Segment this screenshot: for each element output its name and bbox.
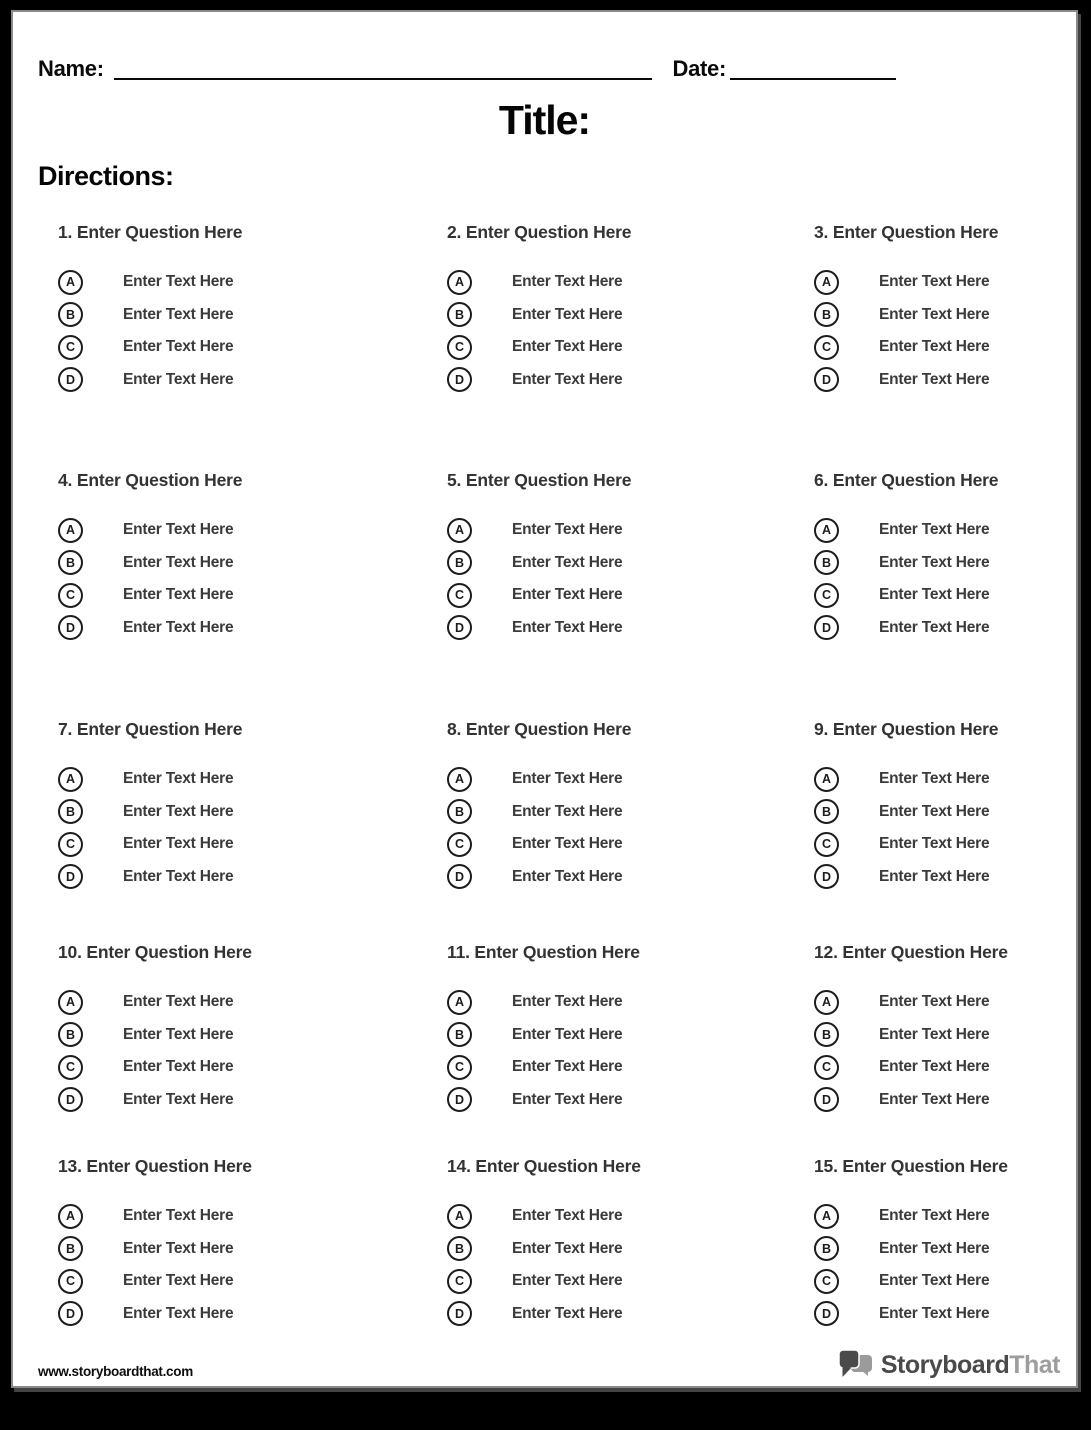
question-block-9 xyxy=(814,719,1066,942)
option-bubble-c[interactable]: C xyxy=(447,832,472,857)
question-title[interactable]: 7. Enter Question Here xyxy=(58,719,243,739)
option-bubble-b[interactable]: B xyxy=(447,799,472,824)
option-bubble-c[interactable]: C xyxy=(814,1055,839,1080)
option-bubble-b[interactable]: B xyxy=(814,1022,839,1047)
answer-option xyxy=(814,299,1066,332)
question-block-6 xyxy=(814,470,1066,719)
answer-option xyxy=(447,1298,814,1331)
option-bubble-b[interactable]: B xyxy=(814,799,839,824)
question-block-7 xyxy=(58,719,447,942)
answer-option xyxy=(814,1019,1066,1052)
answer-option xyxy=(58,861,447,894)
option-text[interactable]: Enter Text Here xyxy=(512,1090,623,1108)
option-text[interactable]: Enter Text Here xyxy=(512,338,623,356)
options-list xyxy=(58,763,447,893)
option-bubble-d[interactable]: D xyxy=(447,367,472,392)
option-text[interactable]: Enter Text Here xyxy=(512,770,623,788)
answer-option xyxy=(447,1200,814,1233)
option-text[interactable]: Enter Text Here xyxy=(123,1090,234,1108)
options-list xyxy=(58,266,447,396)
name-date-row xyxy=(38,56,896,82)
option-text[interactable]: Enter Text Here xyxy=(879,867,990,885)
answer-option xyxy=(447,796,814,829)
option-text[interactable]: Enter Text Here xyxy=(123,586,234,604)
option-bubble-a[interactable]: A xyxy=(58,767,83,792)
option-text[interactable]: Enter Text Here xyxy=(123,867,234,885)
option-bubble-c[interactable]: C xyxy=(58,1055,83,1080)
option-bubble-a[interactable]: A xyxy=(814,990,839,1015)
option-bubble-c[interactable]: C xyxy=(58,1269,83,1294)
question-title[interactable]: 2. Enter Question Here xyxy=(447,222,632,242)
option-bubble-c[interactable]: C xyxy=(58,583,83,608)
option-text[interactable]: Enter Text Here xyxy=(123,305,234,323)
answer-option xyxy=(814,1200,1066,1233)
question-block-4 xyxy=(58,470,447,719)
answer-option xyxy=(814,1233,1066,1266)
answer-option xyxy=(447,861,814,894)
answer-option xyxy=(447,547,814,580)
question-block-8 xyxy=(447,719,814,942)
option-bubble-b[interactable]: B xyxy=(447,1236,472,1261)
answer-option xyxy=(58,299,447,332)
option-text[interactable]: Enter Text Here xyxy=(879,618,990,636)
option-bubble-d[interactable]: D xyxy=(58,1301,83,1326)
option-text[interactable]: Enter Text Here xyxy=(512,1207,623,1225)
question-title[interactable]: 15. Enter Question Here xyxy=(814,1156,1008,1176)
option-bubble-d[interactable]: D xyxy=(58,615,83,640)
option-text[interactable]: Enter Text Here xyxy=(123,802,234,820)
answer-option xyxy=(814,861,1066,894)
question-block-12 xyxy=(814,942,1066,1156)
answer-option xyxy=(58,547,447,580)
answer-option xyxy=(814,612,1066,645)
option-text[interactable]: Enter Text Here xyxy=(512,618,623,636)
answer-option xyxy=(814,828,1066,861)
options-list xyxy=(814,763,1066,893)
question-title[interactable]: 9. Enter Question Here xyxy=(814,719,999,739)
answer-option xyxy=(447,1051,814,1084)
option-text[interactable]: Enter Text Here xyxy=(123,993,234,1011)
option-bubble-a[interactable]: A xyxy=(447,767,472,792)
option-text[interactable]: Enter Text Here xyxy=(879,1207,990,1225)
option-text[interactable]: Enter Text Here xyxy=(123,521,234,539)
footer-url: www.storyboardthat.com xyxy=(38,1364,193,1379)
answer-option xyxy=(447,1265,814,1298)
answer-option xyxy=(814,1084,1066,1117)
answer-option xyxy=(814,1265,1066,1298)
option-text[interactable]: Enter Text Here xyxy=(879,338,990,356)
option-bubble-b[interactable]: B xyxy=(58,1022,83,1047)
option-text[interactable]: Enter Text Here xyxy=(512,273,623,291)
option-bubble-c[interactable]: C xyxy=(814,583,839,608)
answer-option xyxy=(814,547,1066,580)
directions-label[interactable]: Directions: xyxy=(38,161,174,191)
option-bubble-b[interactable]: B xyxy=(447,550,472,575)
question-title[interactable]: 5. Enter Question Here xyxy=(447,470,632,490)
question-block-2 xyxy=(447,222,814,470)
question-block-13 xyxy=(58,1156,447,1330)
options-list xyxy=(58,514,447,644)
option-text[interactable]: Enter Text Here xyxy=(879,1058,990,1076)
answer-option xyxy=(58,1051,447,1084)
options-list xyxy=(447,514,814,644)
question-block-3 xyxy=(814,222,1066,470)
answer-option xyxy=(814,266,1066,299)
storyboardthat-logo xyxy=(838,1349,1060,1381)
option-bubble-a[interactable]: A xyxy=(814,270,839,295)
answer-option xyxy=(58,828,447,861)
option-bubble-b[interactable]: B xyxy=(814,302,839,327)
option-text[interactable]: Enter Text Here xyxy=(123,273,234,291)
option-text[interactable]: Enter Text Here xyxy=(123,1239,234,1257)
option-bubble-b[interactable]: B xyxy=(58,799,83,824)
option-text[interactable]: Enter Text Here xyxy=(123,1025,234,1043)
option-text[interactable]: Enter Text Here xyxy=(879,1272,990,1290)
question-title[interactable]: 8. Enter Question Here xyxy=(447,719,632,739)
answer-option xyxy=(814,331,1066,364)
option-text[interactable]: Enter Text Here xyxy=(879,993,990,1011)
answer-option xyxy=(58,1265,447,1298)
answer-option xyxy=(814,1051,1066,1084)
answer-option xyxy=(447,1084,814,1117)
question-block-1 xyxy=(58,222,447,470)
option-bubble-a[interactable]: A xyxy=(58,270,83,295)
answer-option xyxy=(58,514,447,547)
options-list xyxy=(814,266,1066,396)
answer-option xyxy=(58,1019,447,1052)
option-text[interactable]: Enter Text Here xyxy=(879,586,990,604)
option-text[interactable]: Enter Text Here xyxy=(879,1025,990,1043)
option-text[interactable]: Enter Text Here xyxy=(512,1239,623,1257)
option-bubble-b[interactable]: B xyxy=(58,302,83,327)
option-text[interactable]: Enter Text Here xyxy=(123,1207,234,1225)
option-bubble-c[interactable]: C xyxy=(447,1055,472,1080)
option-bubble-c[interactable]: C xyxy=(58,832,83,857)
answer-option xyxy=(447,514,814,547)
option-text[interactable]: Enter Text Here xyxy=(512,1025,623,1043)
page-title[interactable]: Title: xyxy=(498,97,591,143)
option-text[interactable]: Enter Text Here xyxy=(879,370,990,388)
option-bubble-d[interactable]: D xyxy=(447,615,472,640)
answer-option xyxy=(814,763,1066,796)
option-bubble-c[interactable]: C xyxy=(814,1269,839,1294)
question-block-11 xyxy=(447,942,814,1156)
option-text[interactable]: Enter Text Here xyxy=(879,835,990,853)
brand-name-secondary: That xyxy=(1009,1350,1060,1379)
option-text[interactable]: Enter Text Here xyxy=(123,770,234,788)
option-text[interactable]: Enter Text Here xyxy=(512,835,623,853)
answer-option xyxy=(447,828,814,861)
option-text[interactable]: Enter Text Here xyxy=(512,867,623,885)
worksheet-page xyxy=(11,10,1078,1388)
option-bubble-b[interactable]: B xyxy=(814,550,839,575)
date-label: Date: xyxy=(672,56,726,81)
options-list xyxy=(58,986,447,1116)
option-bubble-b[interactable]: B xyxy=(447,302,472,327)
options-list xyxy=(447,1200,814,1330)
option-bubble-b[interactable]: B xyxy=(58,550,83,575)
option-bubble-d[interactable]: D xyxy=(447,864,472,889)
option-text[interactable]: Enter Text Here xyxy=(512,1272,623,1290)
question-block-15 xyxy=(814,1156,1066,1330)
question-title[interactable]: 4. Enter Question Here xyxy=(58,470,243,490)
option-bubble-a[interactable]: A xyxy=(814,518,839,543)
option-text[interactable]: Enter Text Here xyxy=(512,993,623,1011)
answer-option xyxy=(814,796,1066,829)
option-bubble-b[interactable]: B xyxy=(814,1236,839,1261)
option-text[interactable]: Enter Text Here xyxy=(879,770,990,788)
option-text[interactable]: Enter Text Here xyxy=(512,802,623,820)
answer-option xyxy=(447,266,814,299)
question-title[interactable]: 6. Enter Question Here xyxy=(814,470,999,490)
answer-option xyxy=(58,612,447,645)
option-text[interactable]: Enter Text Here xyxy=(123,1272,234,1290)
question-block-5 xyxy=(447,470,814,719)
option-bubble-a[interactable]: A xyxy=(447,990,472,1015)
answer-option xyxy=(58,986,447,1019)
option-text[interactable]: Enter Text Here xyxy=(879,305,990,323)
question-block-14 xyxy=(447,1156,814,1330)
options-list xyxy=(814,1200,1066,1330)
option-text[interactable]: Enter Text Here xyxy=(879,1090,990,1108)
question-block-10 xyxy=(58,942,447,1156)
option-bubble-c[interactable]: C xyxy=(814,832,839,857)
option-text[interactable]: Enter Text Here xyxy=(512,1304,623,1322)
option-bubble-d[interactable]: D xyxy=(814,1087,839,1112)
option-bubble-d[interactable]: D xyxy=(814,864,839,889)
answer-option xyxy=(814,986,1066,1019)
option-text[interactable]: Enter Text Here xyxy=(123,618,234,636)
option-bubble-a[interactable]: A xyxy=(58,1204,83,1229)
option-bubble-b[interactable]: B xyxy=(447,1022,472,1047)
answer-option xyxy=(814,1298,1066,1331)
answer-option xyxy=(58,763,447,796)
answer-option xyxy=(58,579,447,612)
option-bubble-c[interactable]: C xyxy=(447,583,472,608)
answer-option xyxy=(814,364,1066,397)
answer-option xyxy=(447,763,814,796)
option-text[interactable]: Enter Text Here xyxy=(123,338,234,356)
option-bubble-b[interactable]: B xyxy=(58,1236,83,1261)
option-bubble-a[interactable]: A xyxy=(58,518,83,543)
option-bubble-c[interactable]: C xyxy=(447,335,472,360)
answer-option xyxy=(58,266,447,299)
option-bubble-d[interactable]: D xyxy=(814,1301,839,1326)
answer-option xyxy=(447,299,814,332)
option-text[interactable]: Enter Text Here xyxy=(512,1058,623,1076)
option-text[interactable]: Enter Text Here xyxy=(512,553,623,571)
answer-option xyxy=(58,1298,447,1331)
option-bubble-d[interactable]: D xyxy=(447,1301,472,1326)
option-bubble-a[interactable]: A xyxy=(447,518,472,543)
option-text[interactable]: Enter Text Here xyxy=(123,370,234,388)
name-label: Name: xyxy=(38,56,104,81)
option-bubble-a[interactable]: A xyxy=(814,1204,839,1229)
answer-option xyxy=(58,331,447,364)
answer-option xyxy=(447,364,814,397)
option-text[interactable]: Enter Text Here xyxy=(512,370,623,388)
option-text[interactable]: Enter Text Here xyxy=(879,802,990,820)
question-title[interactable]: 10. Enter Question Here xyxy=(58,942,252,962)
option-text[interactable]: Enter Text Here xyxy=(879,553,990,571)
options-list xyxy=(447,986,814,1116)
option-bubble-d[interactable]: D xyxy=(58,367,83,392)
option-bubble-c[interactable]: C xyxy=(58,335,83,360)
answer-option xyxy=(58,1084,447,1117)
answer-option xyxy=(58,364,447,397)
question-title[interactable]: 11. Enter Question Here xyxy=(447,942,640,962)
answer-option xyxy=(58,1233,447,1266)
option-text[interactable]: Enter Text Here xyxy=(123,835,234,853)
option-text[interactable]: Enter Text Here xyxy=(123,1058,234,1076)
question-title[interactable]: 3. Enter Question Here xyxy=(814,222,999,242)
option-bubble-c[interactable]: C xyxy=(814,335,839,360)
date-input-line[interactable] xyxy=(730,56,896,80)
question-title[interactable]: 1. Enter Question Here xyxy=(58,222,243,242)
option-bubble-d[interactable]: D xyxy=(447,1087,472,1112)
question-title[interactable]: 12. Enter Question Here xyxy=(814,942,1008,962)
answer-option xyxy=(447,331,814,364)
name-input-line[interactable] xyxy=(114,56,653,80)
answer-option xyxy=(447,1233,814,1266)
option-bubble-a[interactable]: A xyxy=(814,767,839,792)
answer-option xyxy=(447,579,814,612)
options-list xyxy=(447,763,814,893)
question-title[interactable]: 14. Enter Question Here xyxy=(447,1156,641,1176)
options-list xyxy=(814,986,1066,1116)
answer-option xyxy=(447,1019,814,1052)
answer-option xyxy=(447,612,814,645)
question-title[interactable]: 13. Enter Question Here xyxy=(58,1156,252,1176)
option-text[interactable]: Enter Text Here xyxy=(123,1304,234,1322)
questions-grid xyxy=(13,192,1076,1330)
option-bubble-d[interactable]: D xyxy=(814,615,839,640)
answer-option xyxy=(814,579,1066,612)
options-list xyxy=(447,266,814,396)
option-text[interactable]: Enter Text Here xyxy=(512,586,623,604)
option-bubble-c[interactable]: C xyxy=(447,1269,472,1294)
answer-option xyxy=(58,796,447,829)
option-bubble-a[interactable]: A xyxy=(447,1204,472,1229)
option-text[interactable]: Enter Text Here xyxy=(879,521,990,539)
option-text[interactable]: Enter Text Here xyxy=(512,521,623,539)
option-bubble-d[interactable]: D xyxy=(58,864,83,889)
option-text[interactable]: Enter Text Here xyxy=(879,273,990,291)
option-bubble-d[interactable]: D xyxy=(58,1087,83,1112)
option-text[interactable]: Enter Text Here xyxy=(123,553,234,571)
option-bubble-a[interactable]: A xyxy=(58,990,83,1015)
answer-option xyxy=(814,514,1066,547)
options-list xyxy=(58,1200,447,1330)
answer-option xyxy=(447,986,814,1019)
option-bubble-d[interactable]: D xyxy=(814,367,839,392)
option-text[interactable]: Enter Text Here xyxy=(879,1239,990,1257)
answer-option xyxy=(58,1200,447,1233)
option-bubble-a[interactable]: A xyxy=(447,270,472,295)
brand-name-primary: Storyboard xyxy=(880,1350,1010,1379)
speech-bubbles-icon xyxy=(838,1349,874,1381)
option-text[interactable]: Enter Text Here xyxy=(512,305,623,323)
options-list xyxy=(814,514,1066,644)
option-text[interactable]: Enter Text Here xyxy=(879,1304,990,1322)
